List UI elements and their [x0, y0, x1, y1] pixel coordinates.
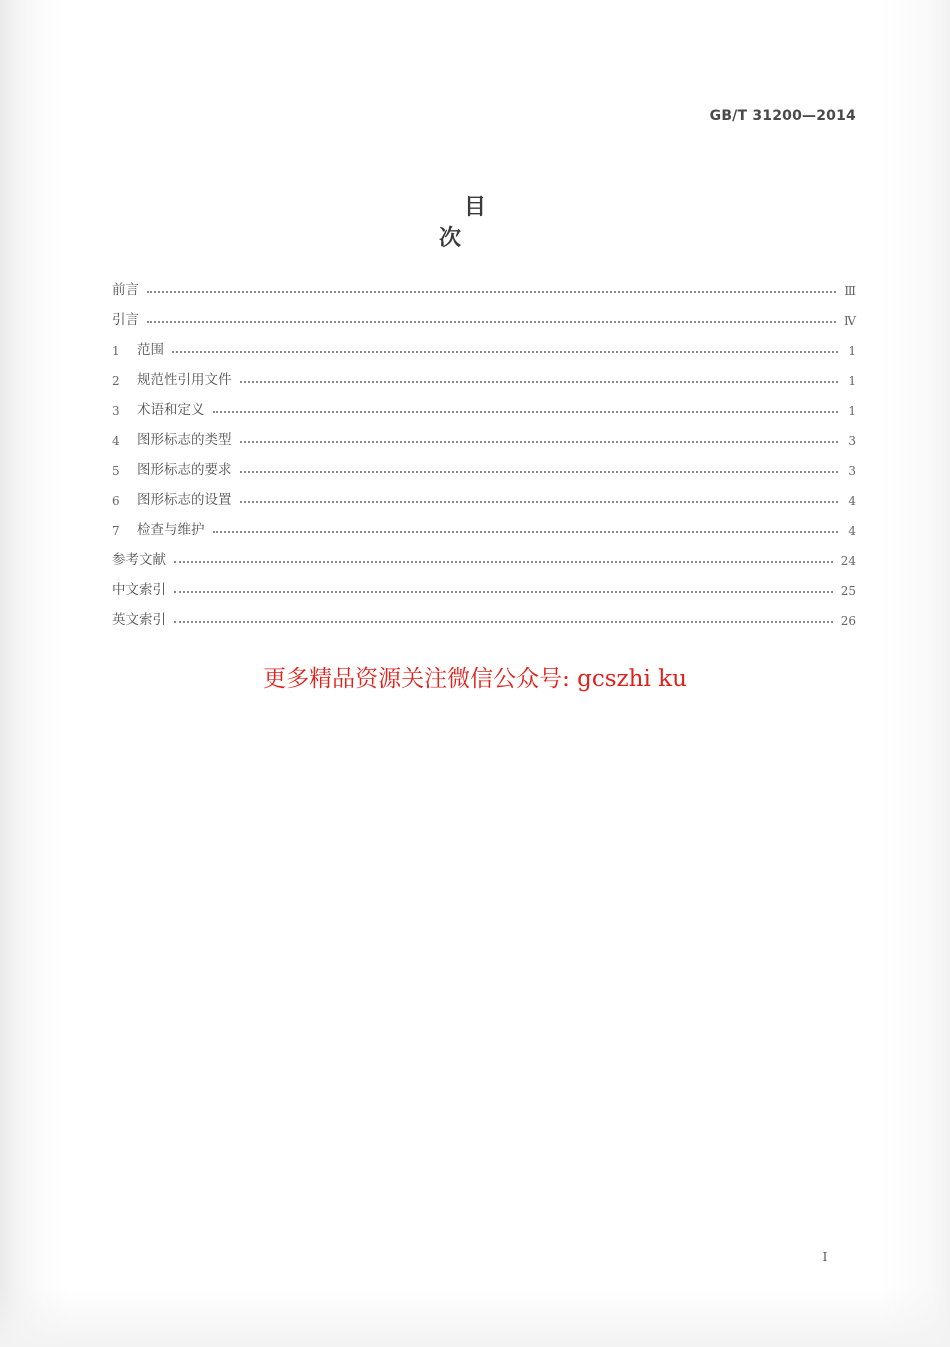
toc-entry-page: 4 [848, 494, 856, 508]
table-of-contents [112, 268, 856, 628]
toc-entry-foreword[interactable] [112, 268, 856, 298]
toc-title: 目 次 [438, 195, 536, 251]
toc-entry-label: 前言 [112, 282, 139, 298]
toc-entry-label: 范围 [137, 342, 164, 358]
toc-entry-inspection-maintenance[interactable] [112, 508, 856, 538]
toc-entry-page: 3 [848, 434, 856, 448]
toc-entry-page: Ⅳ [844, 314, 856, 328]
toc-entry-number: 1 [112, 344, 120, 358]
toc-leader-dots [240, 500, 839, 503]
toc-entry-page: 26 [840, 614, 856, 628]
toc-entry-sign-installation[interactable] [112, 478, 856, 508]
toc-entry-label: 术语和定义 [137, 402, 205, 418]
toc-entry-page: Ⅲ [844, 284, 856, 298]
toc-leader-dots [213, 530, 839, 533]
toc-entry-label: 英文索引 [112, 612, 166, 628]
toc-entry-normative-references[interactable] [112, 358, 856, 388]
toc-entry-page: 4 [848, 524, 856, 538]
toc-entry-page: 24 [840, 554, 856, 568]
toc-entry-terms-definitions[interactable] [112, 388, 856, 418]
toc-leader-dots [174, 560, 833, 563]
toc-entry-page: 1 [848, 404, 856, 418]
toc-entry-number: 5 [112, 464, 120, 478]
toc-entry-english-index[interactable] [112, 598, 856, 628]
toc-entry-sign-types[interactable] [112, 418, 856, 448]
toc-entry-number: 3 [112, 404, 120, 418]
toc-entry-page: 1 [848, 374, 856, 388]
toc-entry-label: 规范性引用文件 [137, 372, 232, 388]
toc-leader-dots [172, 350, 838, 353]
toc-entry-label: 图形标志的要求 [137, 462, 232, 478]
toc-leader-dots [213, 410, 839, 413]
toc-leader-dots [240, 380, 839, 383]
toc-leader-dots [147, 290, 836, 293]
toc-entry-page: 3 [848, 464, 856, 478]
toc-entry-number: 7 [112, 524, 120, 538]
toc-leader-dots [240, 470, 839, 473]
toc-entry-number: 2 [112, 374, 120, 388]
toc-entry-number: 4 [112, 434, 120, 448]
toc-leader-dots [147, 320, 836, 323]
page-number: I [822, 1250, 828, 1264]
toc-entry-label: 引言 [112, 312, 139, 328]
toc-entry-introduction[interactable] [112, 298, 856, 328]
toc-entry-page: 1 [848, 344, 856, 358]
promo-notice: 更多精品资源关注微信公众号: gcszhi ku [263, 666, 687, 692]
toc-entry-number: 6 [112, 494, 120, 508]
toc-leader-dots [174, 620, 833, 623]
toc-leader-dots [174, 590, 833, 593]
toc-entry-label: 参考文献 [112, 552, 166, 568]
toc-entry-label: 中文索引 [112, 582, 166, 598]
toc-entry-label: 检查与维护 [137, 522, 205, 538]
toc-leader-dots [240, 440, 839, 443]
toc-entry-page: 25 [840, 584, 856, 598]
toc-entry-label: 图形标志的设置 [137, 492, 232, 508]
toc-entry-sign-requirements[interactable] [112, 448, 856, 478]
toc-entry-scope[interactable] [112, 328, 856, 358]
toc-entry-chinese-index[interactable] [112, 568, 856, 598]
toc-entry-label: 图形标志的类型 [137, 432, 232, 448]
document-code: GB/T 31200—2014 [709, 108, 856, 124]
toc-entry-bibliography[interactable] [112, 538, 856, 568]
